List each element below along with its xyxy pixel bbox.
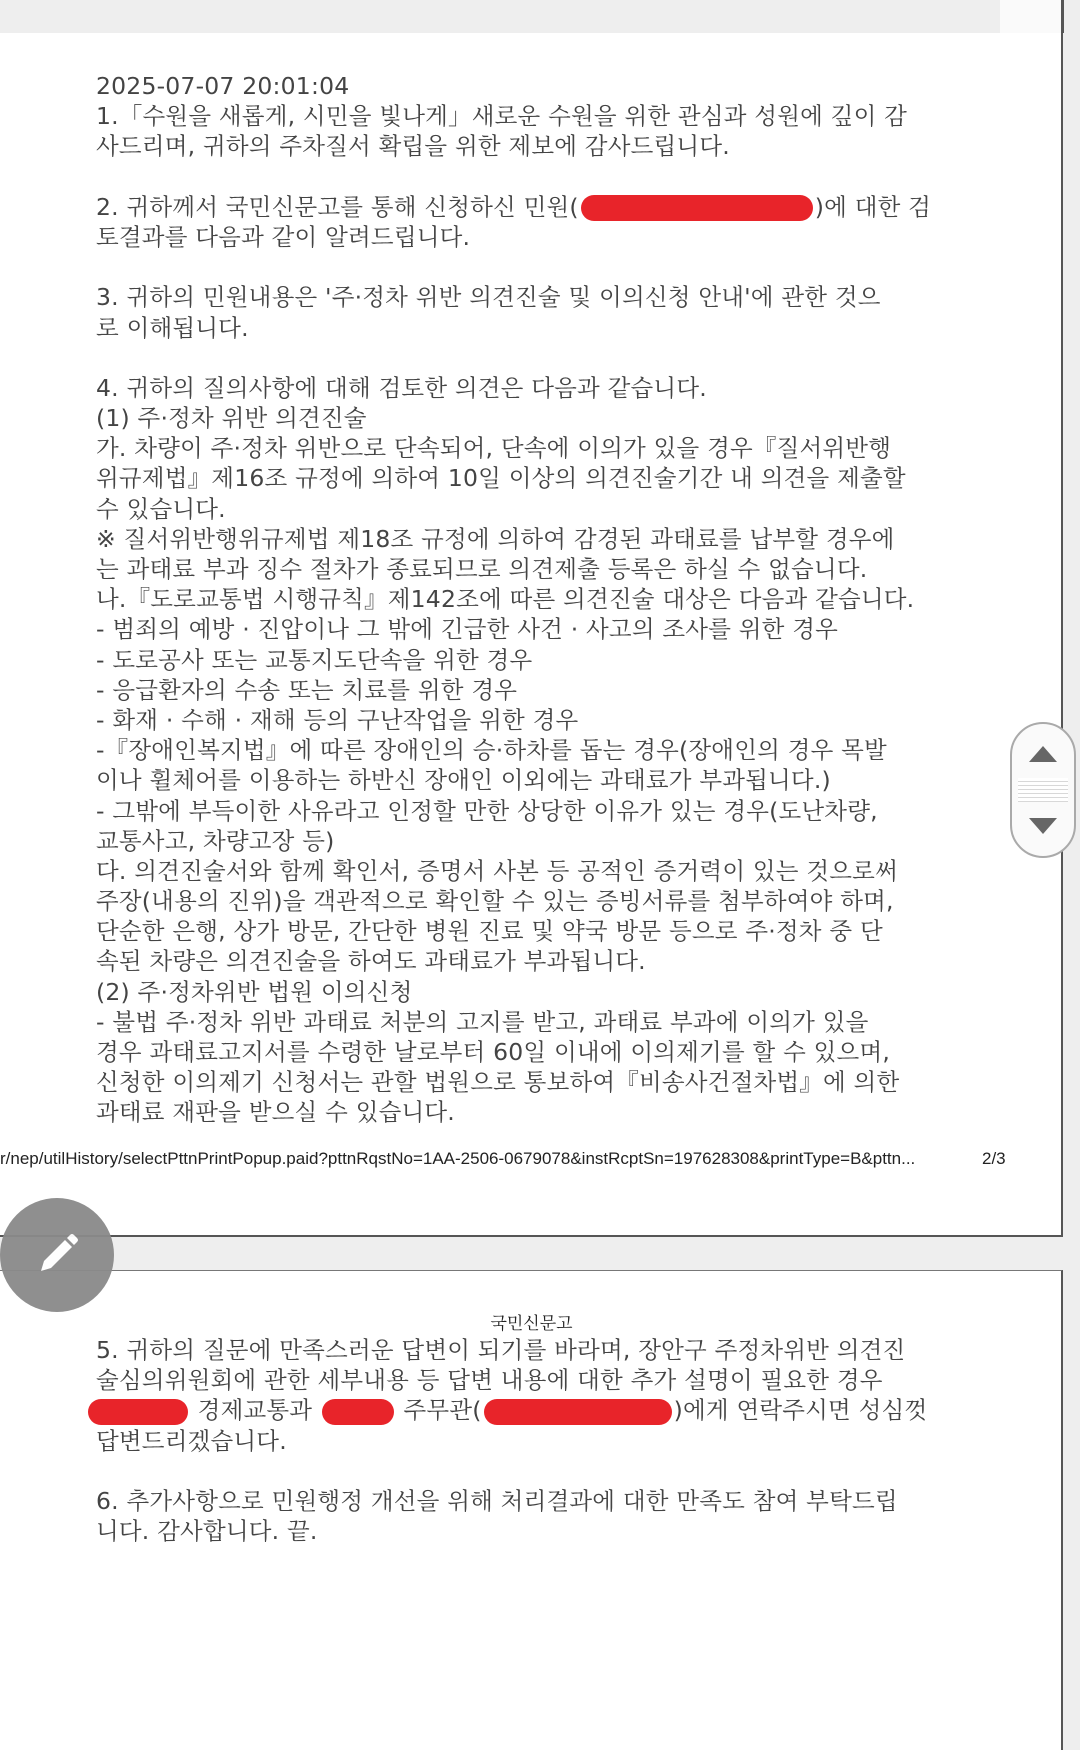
text-line: 주장(내용의 진위)을 객관적으로 확인할 수 있는 증빙서류를 첨부하여야 하며, [96,887,894,916]
page-number: 2/3 [982,1149,1006,1168]
text-fragment: 경제교통과 [197,1396,313,1425]
text-line: 3. 귀하의 민원내용은 '주·정차 위반 의견진술 및 이의신청 안내'에 관한 것으 [96,283,881,312]
redaction-mark [88,1399,188,1425]
text-line: 토결과를 다음과 같이 알려드립니다. [96,222,471,251]
text-line: 로 이해됩니다. [96,313,249,342]
redaction-mark [581,195,813,221]
blank-line [96,162,996,192]
text-fragment: )에게 연락주시면 성심껏 [673,1396,928,1425]
document-page-3 [0,1270,1063,1750]
text-line: 단순한 은행, 상가 방문, 간단한 병원 진료 및 약국 방문 등으로 주·정차 중 단 [96,917,883,946]
text-line: - 화재 · 수해 · 재해 등의 구난작업을 위한 경우 [96,705,579,734]
text-line-end: )에 대한 검 [814,192,932,221]
text-line: 속된 차량은 의견진술을 하여도 과태료가 부과됩니다. [96,947,646,976]
text-line: 신청한 이의제기 신청서는 관할 법원으로 통보하여『비송사건절차법』에 의한 [96,1068,900,1097]
text-line: 술심의위원회에 관한 세부내용 등 답변 내용에 대한 추가 설명이 필요한 경우 [96,1366,883,1395]
document-page-2 [0,33,1063,1237]
text-line: 답변드리겠습니다. [96,1426,287,1455]
triangle-down-icon[interactable] [1029,818,1057,834]
text-line: 니다. 감사합니다. 끝. [96,1517,318,1546]
blank-line [96,1456,996,1486]
redaction-mark [322,1399,394,1425]
text-line: 경우 과태료고지서를 수령한 날로부터 60일 이내에 이의제기를 할 수 있으며, [96,1038,891,1066]
page-body [96,1335,996,1546]
redaction-mark [484,1399,672,1425]
text-line: 교통사고, 차량고장 등) [96,826,335,855]
text-fragment: 주무관( [403,1396,482,1425]
page-edge [1061,0,1064,33]
text-line: 가. 차량이 주·정차 위반으로 단속되어, 단속에 이의가 있을 경우『질서위반행 [96,434,892,463]
text-line-start: 2. 귀하께서 국민신문고를 통해 신청하신 민원( [96,192,579,221]
text-line: 5. 귀하의 질문에 만족스러운 답변이 되기를 바라며, 장안구 주정차위반 의견진 [96,1336,906,1364]
text-line: - 응급환자의 수송 또는 치료를 위한 경우 [96,675,518,704]
text-line: 1.「수원을 새롭게, 시민을 빛나게」새로운 수원을 위한 관심과 성원에 깊이 감 [96,102,908,131]
text-line: 위규제법』제16조 규정에 의하여 10일 이상의 의견진술기간 내 의견을 제출할 [96,464,906,493]
edit-button[interactable] [0,1198,114,1312]
text-line: 4. 귀하의 질의사항에 대해 검토한 의견은 다음과 같습니다. [96,373,707,402]
text-line: 과태료 재판을 받으실 수 있습니다. [96,1098,455,1127]
blank-line [96,252,996,282]
text-line: (2) 주·정차위반 법원 이의신청 [96,977,413,1006]
text-line: 다. 의견진술서와 함께 확인서, 증명서 사본 등 공적인 증거력이 있는 것으로써 [96,856,898,885]
pencil-icon [31,1229,83,1281]
text-line: 나.『도로교통법 시행규칙』제142조에 따른 의견진술 대상은 다음과 같습니다. [96,585,915,614]
text-line: - 도로공사 또는 교통지도단속을 위한 경우 [96,645,533,674]
text-line: (1) 주·정차 위반 의견진술 [96,404,367,433]
text-line: - 범죄의 예방 · 진압이나 그 밖에 긴급한 사건 · 사고의 조사를 위한 경우 [96,615,839,644]
text-line: 사드리며, 귀하의 주차질서 확립을 위한 제보에 감사드립니다. [96,132,730,161]
footer-url: r/nep/utilHistory/selectPttnPrintPopup.paid?pttnRqstNo=1AA-2506-0679078&instRcptSn=197628308&printType=B&pttn... [0,1149,916,1168]
text-line: - 그밖에 부득이한 사유라고 인정할 만한 상당한 이유가 있는 경우(도난차량, [96,796,878,825]
page-header: 국민신문고 [490,1314,573,1334]
blank-line [96,343,996,373]
text-line: 수 있습니다. [96,494,226,523]
page-body [96,71,996,1128]
text-line: 6. 추가사항으로 민원행정 개선을 위해 처리결과에 대한 만족도 참여 부탁드립 [96,1486,898,1515]
page-scroller[interactable] [1010,722,1076,858]
top-strip [1000,0,1063,33]
text-line: - 불법 주·정차 위반 과태료 처분의 고지를 받고, 과태료 부과에 이의가 있을 [96,1007,869,1036]
text-line [96,192,996,222]
scroll-grip[interactable] [1018,778,1068,802]
triangle-up-icon[interactable] [1029,746,1057,762]
text-line: ※ 질서위반행위규제법 제18조 규정에 의하여 감경된 과태료를 납부할 경우에 [96,524,895,553]
timestamp: 2025-07-07 20:01:04 [96,72,350,100]
text-line: 이나 휠체어를 이용하는 하반신 장애인 이외에는 과태료가 부과됩니다.) [96,766,831,795]
text-line [86,1395,996,1425]
text-line: 는 과태료 부과 징수 절차가 종료되므로 의견제출 등록은 하실 수 없습니다. [96,555,868,583]
text-line: -『장애인복지법』에 따른 장애인의 승·하차를 돕는 경우(장애인의 경우 목발 [96,736,887,765]
